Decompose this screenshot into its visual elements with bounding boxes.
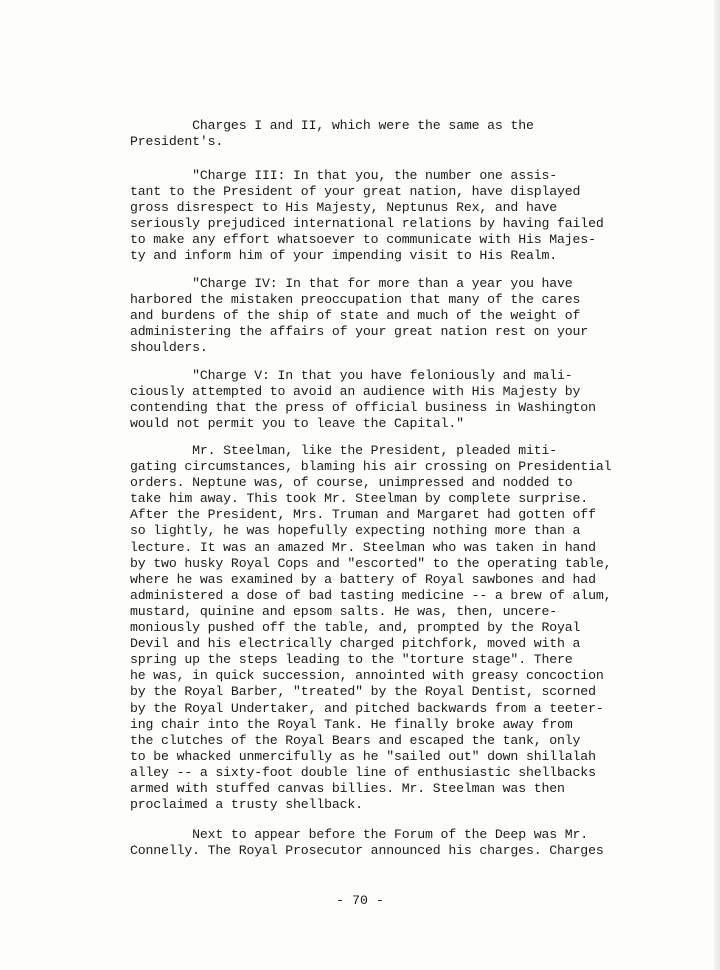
paragraph-charge-iii: "Charge III: In that you, the number one assis- tant to the President of your great nation, have displayed gross disrespect to His Majesty, Neptunus Rex, and have seriously prejudiced international relations by having failed to make any effort whatsoever to communicate with His Majes- ty and inform him of your impending visit to His Realm. [130,168,604,264]
page-edge [714,0,720,970]
paragraph-connelly: Next to appear before the Forum of the Deep was Mr. Connelly. The Royal Prosecutor announced his charges. Charges [130,827,604,859]
page-number: - 70 - [336,893,384,908]
paragraph-charges-i-ii: Charges I and II, which were the same as the President's. [130,118,534,150]
paragraph-charge-v: "Charge V: In that you have feloniously and mali- ciously attempted to avoid an audience with His Majesty by contending that the press of official business in Washington would not permit you to leave the Capital." [130,368,596,432]
paragraph-steelman-initiation: Mr. Steelman, like the President, pleaded miti- gating circumstances, blaming his air crossing on Presidential orders. Neptune was, of course, unimpressed and nodded to take him away. This took Mr. Steelman by complete surprise. After the President, Mrs. Truman and Margaret had gotten off so lightly, he was hopefully expecting nothing more than a lecture. It was an amazed Mr. Steelman who was taken in hand by two husky Royal Cops and "escorted" to the operating table, where he was examined by a battery of Royal sawbones and had administered a dose of bad tasting medicine -- a brew of alum, mustard, quinine and epsom salts. He was, then, uncere- moniously pushed off the table, and, prompted by the Royal Devil and his electrically charged pitchfork, moved with a spring up the steps leading to the "torture stage". There he was, in quick succession, annointed with greasy concoction by the Royal Barber, "treated" by the Royal Dentist, scorned by the Royal Undertaker, and pitched backwards from a teeter- ing chair into the Royal Tank. He finally broke away from the clutches of the Royal Bears and escaped the tank, only to be whacked unmercifully as he "sailed out" down shillalah alley -- a sixty-foot double line of enthusiastic shellbacks armed with stuffed canvas billies. Mr. Steelman was then proclaimed a trusty shellback. [130,443,612,813]
paragraph-charge-iv: "Charge IV: In that for more than a year you have harbored the mistaken preoccupation that many of the cares and burdens of the ship of state and much of the weight of administering the affairs of your great nation rest on your shoulders. [130,276,589,356]
